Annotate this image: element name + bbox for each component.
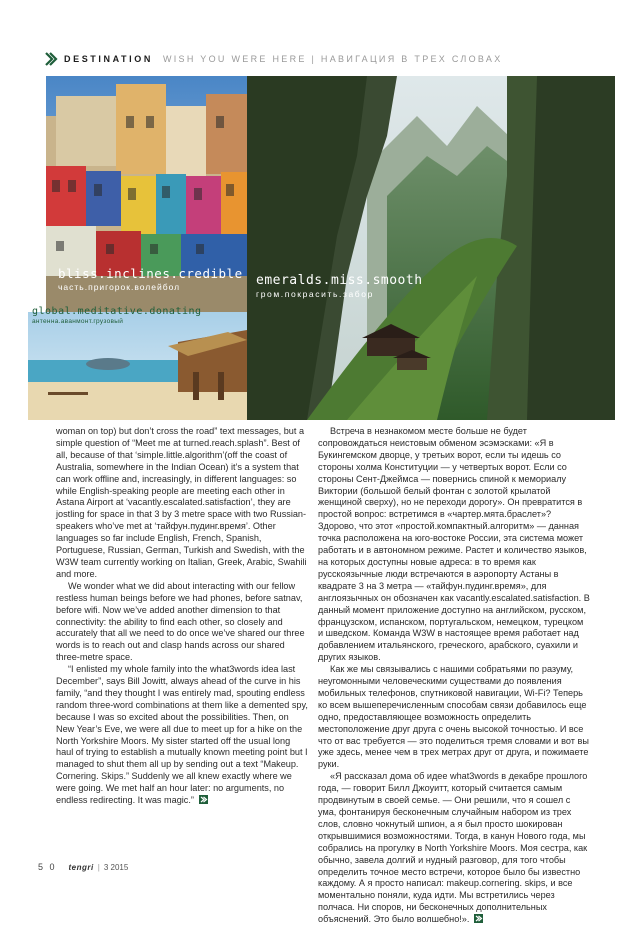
caption-global — [32, 306, 202, 325]
end-mark-icon — [199, 795, 208, 804]
section-header — [44, 52, 503, 66]
paragraph-ru-3-text: «Я рассказал дома об идее what3words в декабре прошлого года, — говорит Билл Джоуитт, который считается самым продвинутым в своей семье. — Они решили, что я сошел с ума, фонтанируя бесконечным случайным набором из трех слов, словно чокнутый шпион, а я был просто шокирован открывшимися возможностями. Тогда, в канун Нового года, мы собрались на прогулку в North Yorkshire Moors. Моя сестра, как обычно, завела долгий и нудный разговор, для того чтобы определить точное место встречи, которое было бы известно каждому. А я просто написал: makeup.cornering. skips, и все моментально поняли, куда идти. Мы встретились через полчаса. Ни споров, ни бесконечных дополнительных объяснений. Это было волшебно!». — [318, 771, 588, 925]
article-column-russian — [318, 426, 590, 926]
caption-global-ru: антенна.аванмонт.грузовый — [32, 318, 124, 325]
caption-emeralds-w3w: emeralds.miss.smooth — [256, 273, 423, 288]
caption-emeralds-ru: гром.покрасить.забор — [256, 289, 374, 299]
paragraph-ru-2: Как же мы связывались с нашими собратьями по разуму, неугомонными человеческими существами до появления мобильных телефонов, спутниковой навигации, Wi-Fi? Теперь ко всем вышеперечисленным способам связи добавилось еще одно, предоставляющее возможность определить местоположение друг друга с очень высокой точностью. И все что от вас требуется — это поделиться тремя словами и вот вы уже здесь, менее чем в трех метрах друг от друга, и пожимаете руки. — [318, 664, 589, 770]
photo-green-gorge — [247, 76, 615, 420]
paragraph-en-3 — [56, 664, 308, 807]
end-mark-icon — [474, 914, 483, 923]
footer-separator: | — [97, 863, 100, 872]
page-footer — [38, 862, 128, 872]
caption-bliss — [58, 266, 243, 292]
photo-tropical-beach — [28, 312, 247, 420]
caption-global-w3w: global.meditative.donating — [32, 306, 202, 317]
issue-number: 3 2015 — [103, 863, 129, 872]
caption-bliss-ru: часть.пригорок.волейбол — [58, 282, 181, 292]
paragraph-en-1: woman on top) but don’t cross the road” text messages, but a simple question of “Meet me at turned.reach.splash”. Best of all, because of that ‘simple.little.algorithm’(off the coast of Australia, somewhere in the Indian Ocean) it’s a system that can work offline and, increasingly, in different languages: so while English-speaking people are meeting each other in Astana Airport at ‘vacantly.escalated.satisfaction’, they are jostling for space in that 3 by 3 metre space with two Russian-speakers who’ve met at ‘тайфун.пудинг.время’. Other languages so far include English, French, Spanish, Portuguese, Russian, German, Turkish and Swedish, with the W3W team currently working on Italian, Greek, Arabic, Swahili and more. — [56, 426, 307, 579]
section-title: DESTINATION — [64, 54, 153, 64]
section-subtitle: WISH YOU WERE HERE | НАВИГАЦИЯ В ТРЕХ СЛОВАХ — [162, 54, 503, 64]
page-number: 5 0 — [38, 862, 57, 872]
article-column-english — [56, 426, 308, 807]
caption-emeralds — [256, 273, 423, 299]
paragraph-en-3-text: “I enlisted my whole family into the what3words idea last December”, says Bill Jowitt, always ahead of the curve in his family, “and they thought I was entirely mad, spouting endless random three-word combinations at them like a demented spy, because I was so excited about the possibilities. Then, on New Year’s Eve, we were all due to meet up for a hike on the North Yorkshire Moors. My sister started off the usual long haul of trying to establish a mutually known meeting point but I managed to shut them all up by sending out a text “Makeup. Cornering. Skips.” Suddenly we all knew exactly where we were going. We met half an hour later: no arguments, no endless redirecting. It was magic.” — [56, 664, 308, 806]
paragraph-en-2: We wonder what we did about interacting with our fellow restless human beings before we had phones, before satnav, before wifi. Now we’ve added another dimension to that connectivity: the ability to find each other, so closely and accurately that all we need to do once we’ve shared our three words is to reach out and clasp hands across our shared three-metre space. — [56, 580, 305, 663]
magazine-name: tengri — [68, 863, 94, 872]
paragraph-ru-1: Встреча в незнакомом месте больше не будет сопровождаться неистовым обменом эсэмэсками: «Я в Букингемском дворце, у третьих ворот, если ты идешь со стороны холма Конституции — у четвертых ворот. Если со стороны Сент-Джеймса — повернись спиной к мемориалу Виктории (большой белый фонтан с золотой крылатой женщиной сверху), но не переходи дорогу». Он превратится в простой вопрос: встретимся в «чартер.мята.браслет»? Здорово, что этот «простой.компактный.алгоритм» — данная точка расположена на юго-востоке России, эта система может работать и в автономном режиме. Растет и количество языков, на которых доступны новые адреса: в то время как русскоязычные люди встречаются в аэропорту Астаны в квадрате 3 на 3 метра — «тайфун.пудинг.время», для англоязычных он обозначен как vacantly.escalated.satisfaction. В данный момент приложение доступно на английском, русском, французском, испанском, португальском, немецком, турецком и шведском. Команда W3W в настоящее время работает над добавлением итальянского, греческого, арабского, суахили и других языков. — [318, 426, 590, 663]
caption-bliss-w3w: bliss.inclines.credible — [58, 266, 243, 281]
arrow-right-icon — [44, 52, 58, 66]
